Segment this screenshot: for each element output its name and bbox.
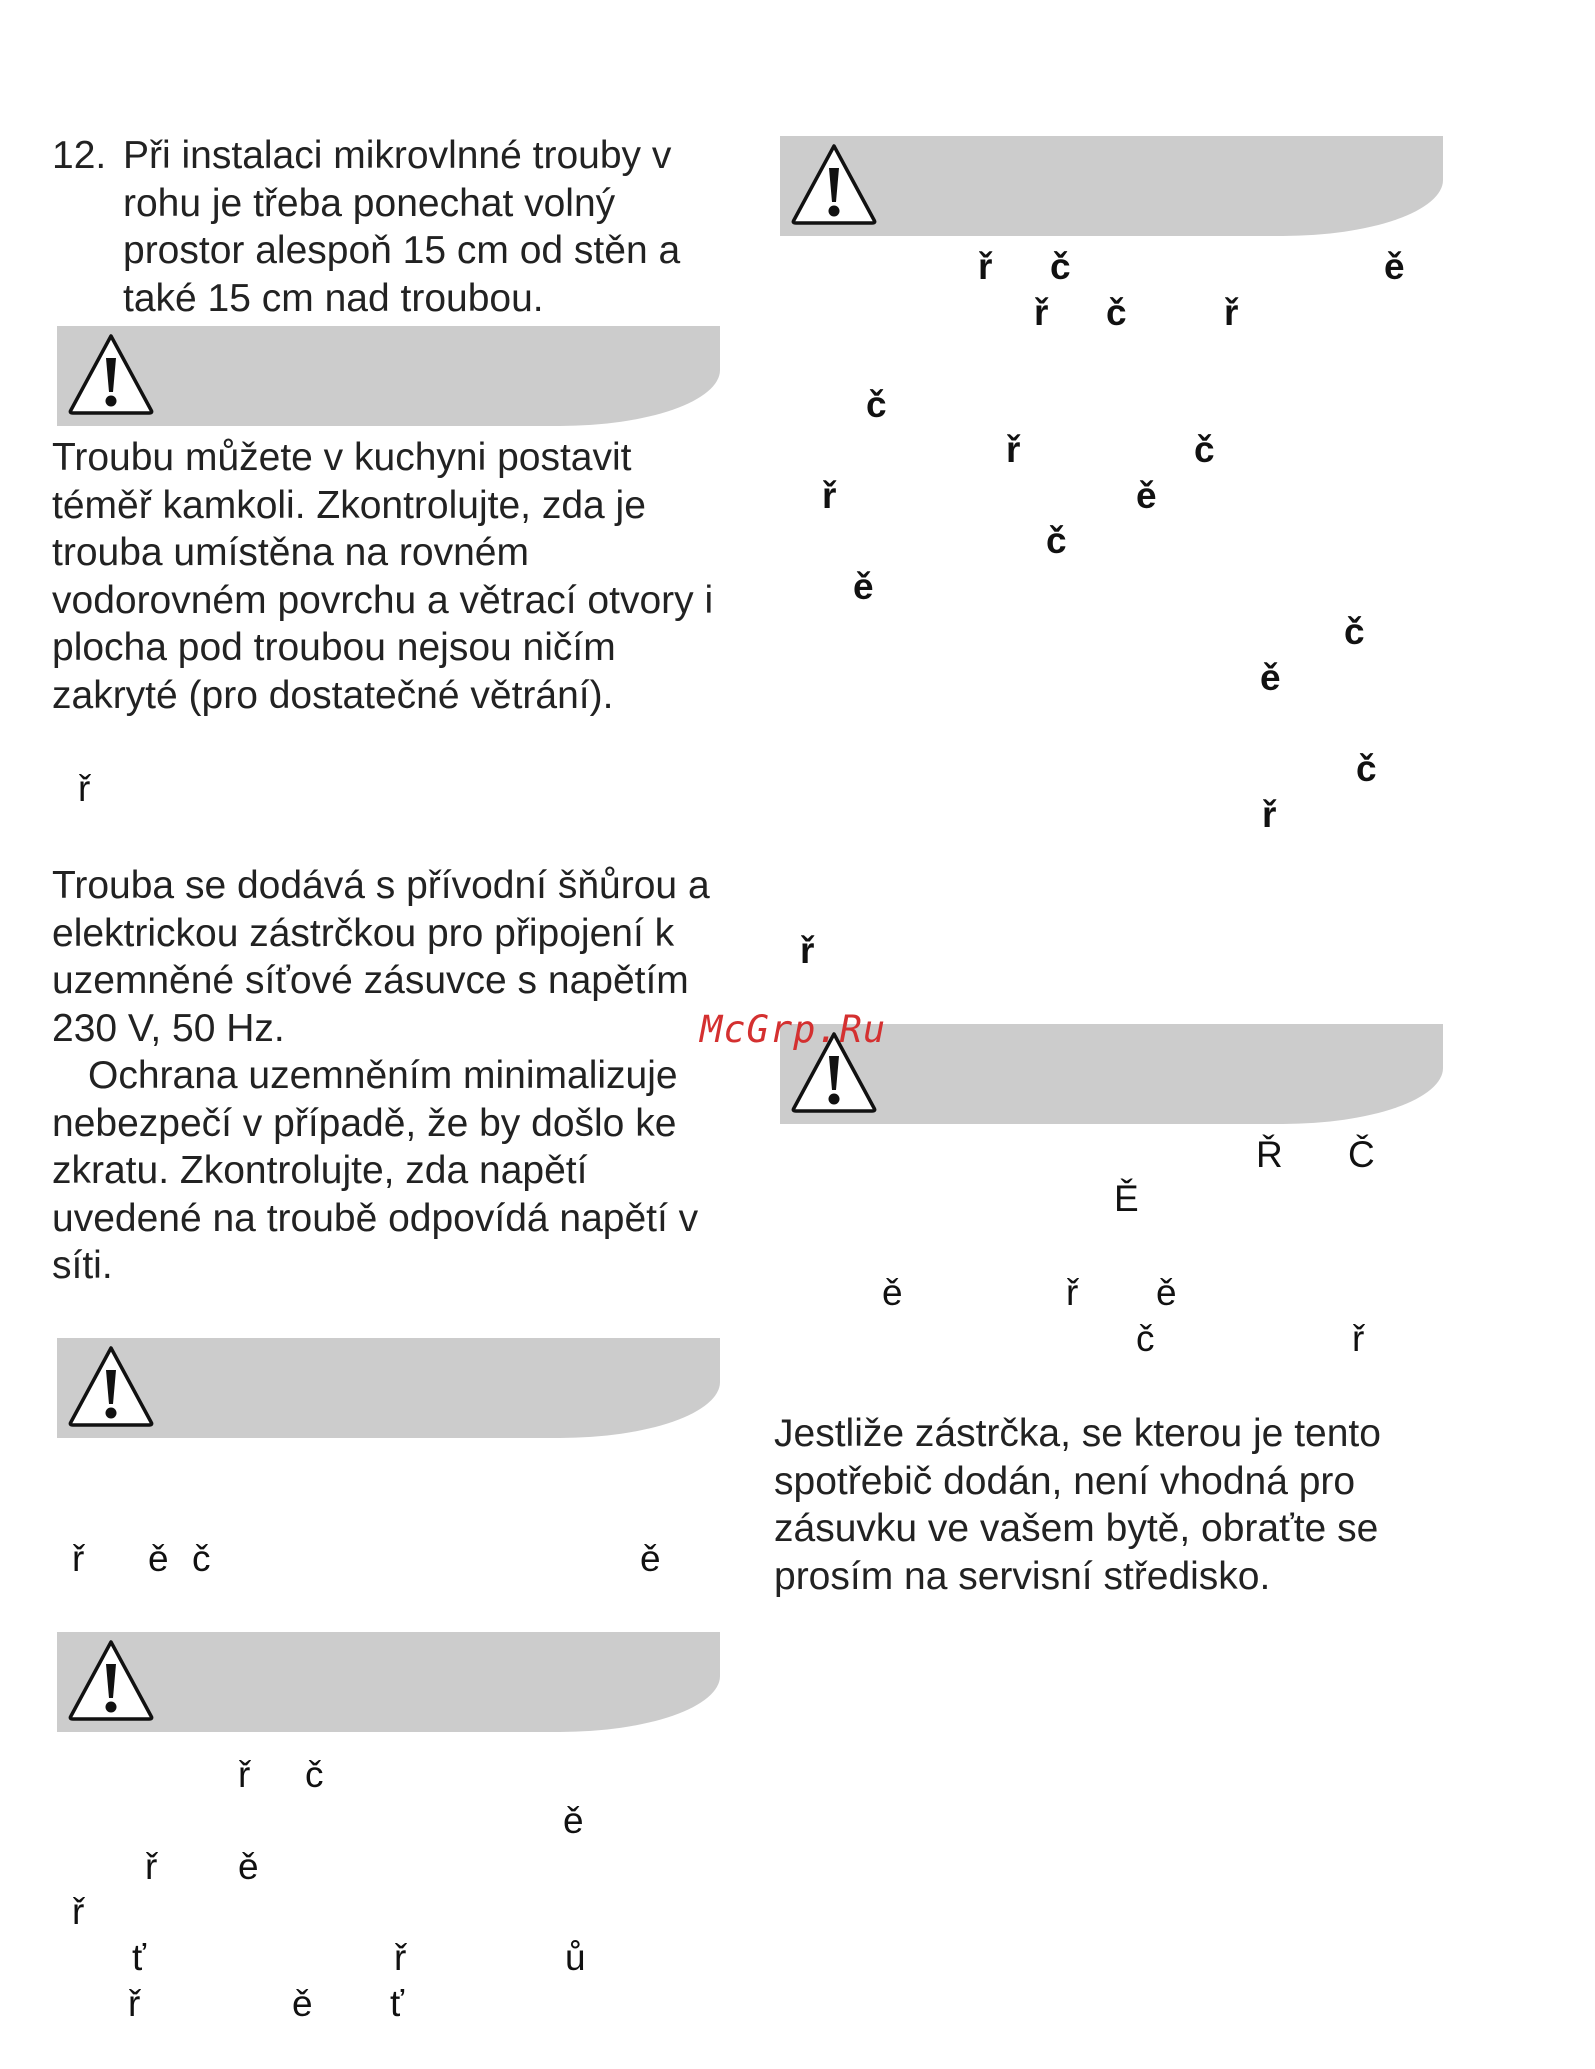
warning-triangle-icon — [67, 1344, 155, 1428]
text-fragment: ě — [238, 1846, 259, 1887]
item-12-line: prostor alespoň 15 cm od stěn a — [123, 229, 681, 272]
item-12-number: 12. — [52, 134, 107, 177]
text-fragment: ě — [1156, 1272, 1177, 1313]
text-fragment: ř — [1034, 292, 1049, 333]
watermark: McGrp.Ru — [700, 1008, 887, 1051]
text-fragment: ř — [1262, 794, 1277, 835]
paragraph-line: plocha pod troubou nejsou ničím — [52, 626, 616, 669]
text-fragment: č — [1356, 748, 1377, 789]
paragraph-line: uvedené na troubě odpovídá napětí v — [52, 1196, 699, 1240]
text-fragment: ě — [292, 1983, 313, 2024]
paragraph-line: uzemněné síťové zásuvce s napětím — [52, 959, 689, 1002]
text-fragment: Č — [1348, 1134, 1375, 1175]
text-fragment: č — [192, 1538, 211, 1579]
paragraph-line: nebezpečí v případě, že by došlo ke — [52, 1101, 677, 1145]
text-fragment: ě — [148, 1538, 169, 1579]
text-fragment: ě — [640, 1538, 661, 1579]
plug-paragraph — [774, 1410, 1381, 1600]
text-fragment: ř — [1352, 1318, 1365, 1359]
text-fragment: ř — [72, 1538, 85, 1579]
text-fragment: č — [1046, 520, 1067, 561]
text-fragment: č — [1344, 611, 1365, 652]
text-fragment: ř — [145, 1846, 158, 1887]
text-fragment: č — [305, 1754, 324, 1795]
text-fragment: ě — [853, 566, 874, 607]
text-fragment: č — [1106, 292, 1127, 333]
paragraph-line: zkratu. Zkontrolujte, zda napětí — [52, 1149, 588, 1192]
paragraph-line: trouba umístěna na rovném — [52, 531, 529, 574]
placement-paragraph — [52, 434, 713, 719]
paragraph-line: zakryté (pro dostatečné větrání). — [52, 673, 614, 717]
paragraph-line: vodorovném povrchu a větrací otvory i — [52, 578, 714, 622]
heading-fragment: ř — [78, 768, 91, 809]
text-fragment: ě — [563, 1800, 584, 1841]
text-fragment: ř — [128, 1983, 141, 2024]
warning-triangle-icon — [67, 332, 155, 416]
text-fragment: č — [866, 384, 887, 425]
text-fragment: ř — [238, 1754, 251, 1795]
item-12-line: Při instalaci mikrovlnné trouby v — [123, 134, 672, 177]
text-fragment: ě — [1260, 657, 1281, 698]
text-fragment: Ř — [1256, 1134, 1283, 1175]
item-12-text — [123, 132, 680, 322]
item-12-line: rohu je třeba ponechat volný — [123, 181, 616, 225]
text-fragment: ř — [1006, 429, 1021, 470]
paragraph-line: síti. — [52, 1244, 113, 1287]
text-fragment: č — [1194, 429, 1215, 470]
paragraph-line: 230 V, 50 Hz. — [52, 1006, 285, 1050]
paragraph-line: elektrickou zástrčkou pro připojení k — [52, 911, 675, 955]
text-fragment: č — [1050, 246, 1071, 287]
text-fragment: ř — [394, 1937, 407, 1978]
text-fragment: Ě — [1114, 1178, 1139, 1219]
text-fragment: ě — [1136, 475, 1157, 516]
text-fragment: ř — [978, 246, 993, 287]
text-fragment: ř — [1224, 292, 1239, 333]
warning-banner — [57, 1632, 720, 1732]
warning-triangle-icon — [67, 1638, 155, 1722]
warning-triangle-icon — [790, 142, 878, 226]
paragraph-line: Jestliže zástrčka, se kterou je tento — [774, 1412, 1381, 1455]
paragraph-line: Ochrana uzemněním minimalizuje — [88, 1054, 678, 1097]
paragraph-line: Troubu můžete v kuchyni postavit — [52, 436, 632, 479]
paragraph-line: Trouba se dodává s přívodní šňůrou a — [52, 864, 710, 907]
warning-banner — [57, 326, 720, 426]
text-fragment: ě — [882, 1272, 903, 1313]
paragraph-line: prosím na servisní středisko. — [774, 1554, 1271, 1598]
text-fragment: č — [1136, 1318, 1155, 1359]
item-12-line: také 15 cm nad troubou. — [123, 276, 544, 320]
text-fragment: ť — [132, 1937, 146, 1978]
warning-banner — [57, 1338, 720, 1438]
text-fragment: ř — [800, 930, 815, 971]
power-paragraph — [52, 862, 710, 1290]
text-fragment: ř — [1066, 1272, 1079, 1313]
warning-banner — [780, 136, 1443, 236]
text-fragment: ě — [1384, 246, 1405, 287]
paragraph-line: spotřebič dodán, není vhodná pro — [774, 1459, 1356, 1503]
text-fragment: ť — [390, 1983, 404, 2024]
text-fragment: ř — [72, 1891, 85, 1932]
paragraph-line: zásuvku ve vašem bytě, obraťte se — [774, 1507, 1379, 1550]
text-fragment: ů — [565, 1937, 586, 1978]
text-fragment: ř — [822, 475, 837, 516]
paragraph-line: téměř kamkoli. Zkontrolujte, zda je — [52, 483, 646, 527]
